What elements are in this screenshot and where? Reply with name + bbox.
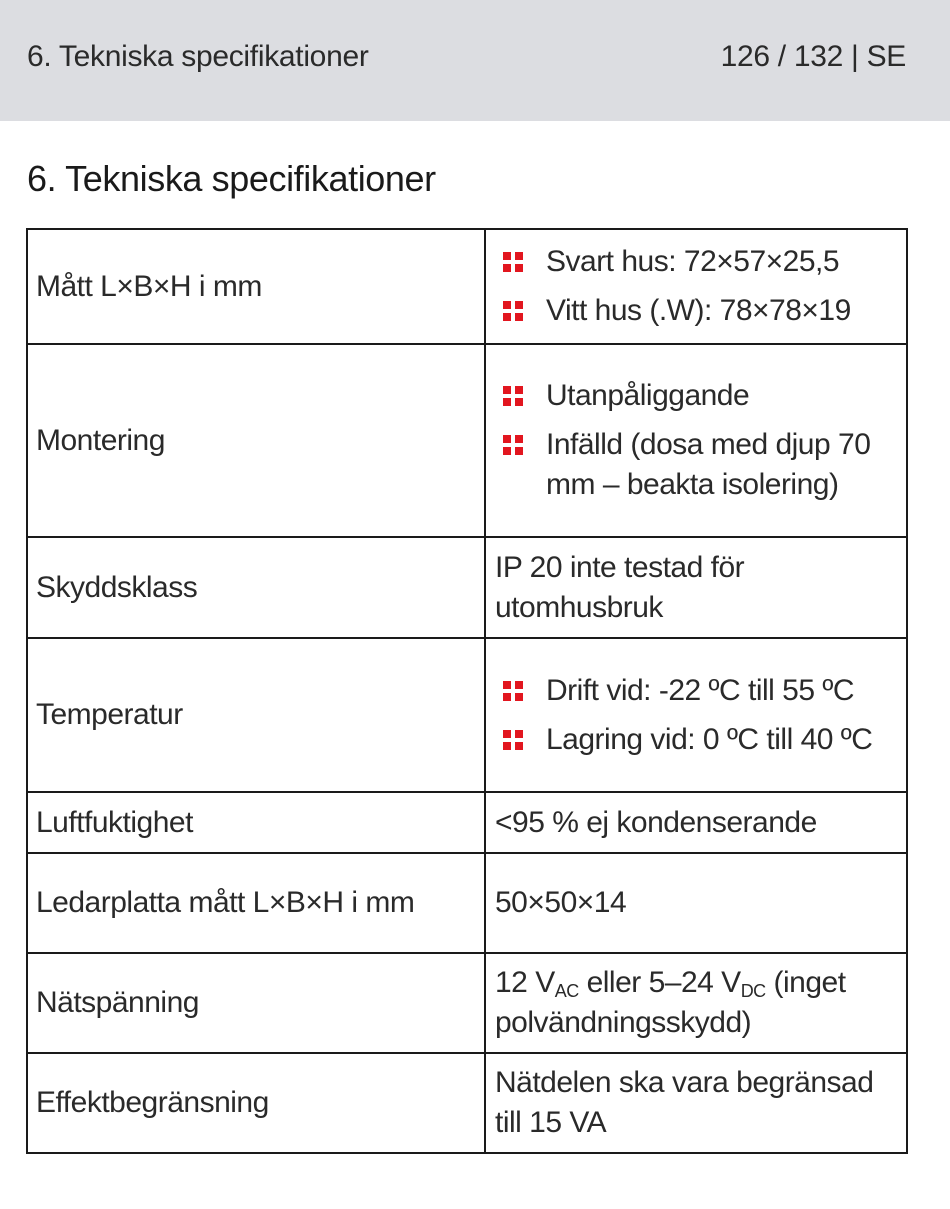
spec-row-power: [27, 1053, 907, 1153]
spec-value: Nätdelen ska vara begränsad till 15 VA: [485, 1053, 907, 1153]
list-item-text: Infälld (dosa med djup 70 mm – beakta isolering): [546, 428, 871, 501]
section-title: 6. Tekniska specifikationer: [27, 158, 436, 199]
list-item: [495, 376, 898, 416]
list-item: [495, 720, 898, 760]
list-item-text: Svart hus: 72×57×25,5: [546, 245, 840, 278]
header-title: 6. Tekniska specifikationer: [27, 40, 369, 73]
spec-label: Ledarplatta mått L×B×H i mm: [27, 853, 485, 953]
spec-label: Mått L×B×H i mm: [27, 229, 485, 344]
voltage-text: (inget polvändningsskydd): [495, 966, 846, 1039]
spec-label: Luftfuktighet: [27, 792, 485, 853]
bullet-list: [495, 671, 898, 760]
page-header: [0, 0, 950, 121]
red-square-bullet-icon: [503, 435, 523, 455]
spec-value: [485, 344, 907, 537]
red-square-bullet-icon: [503, 730, 523, 750]
spec-value: <95 % ej kondenserande: [485, 792, 907, 853]
list-item: [495, 425, 898, 505]
spec-table: [26, 228, 908, 1154]
spec-row-temperature: [27, 638, 907, 792]
list-item-text: Utanpåliggande: [546, 379, 750, 412]
spec-value: [485, 953, 907, 1053]
list-item-text: Vitt hus (.W): 78×78×19: [546, 294, 851, 327]
list-item-text: Lagring vid: 0 ºC till 40 ºC: [546, 722, 873, 756]
red-square-bullet-icon: [503, 301, 523, 321]
voltage-subscript: DC: [740, 981, 766, 1001]
spec-row-mounting: [27, 344, 907, 537]
list-item: [495, 242, 898, 282]
bullet-list: [495, 376, 898, 505]
spec-value: [485, 638, 907, 792]
red-square-bullet-icon: [503, 252, 523, 272]
spec-value: IP 20 inte testad för utomhusbruk: [485, 537, 907, 638]
spec-row-protection: [27, 537, 907, 638]
voltage-text: 12 V: [495, 966, 555, 999]
spec-row-voltage: [27, 953, 907, 1053]
spec-label: Montering: [27, 344, 485, 537]
bullet-list: [495, 242, 898, 331]
list-item: [495, 671, 898, 711]
page-indicator: 126 / 132 | SE: [720, 40, 906, 73]
spec-value: 50×50×14: [485, 853, 907, 953]
spec-label: Skyddsklass: [27, 537, 485, 638]
spec-label: Temperatur: [27, 638, 485, 792]
spec-label: Effektbegränsning: [27, 1053, 485, 1153]
list-item: [495, 291, 898, 331]
spec-value: [485, 229, 907, 344]
spec-row-humidity: [27, 792, 907, 853]
list-item-text: Drift vid: -22 ºC till 55 ºC: [546, 673, 854, 707]
voltage-text: eller 5–24 V: [578, 966, 741, 999]
voltage-subscript: AC: [554, 981, 579, 1001]
spec-label: Nätspänning: [27, 953, 485, 1053]
red-square-bullet-icon: [503, 681, 523, 701]
red-square-bullet-icon: [503, 386, 523, 406]
spec-row-board: [27, 853, 907, 953]
spec-row-dimensions: [27, 229, 907, 344]
